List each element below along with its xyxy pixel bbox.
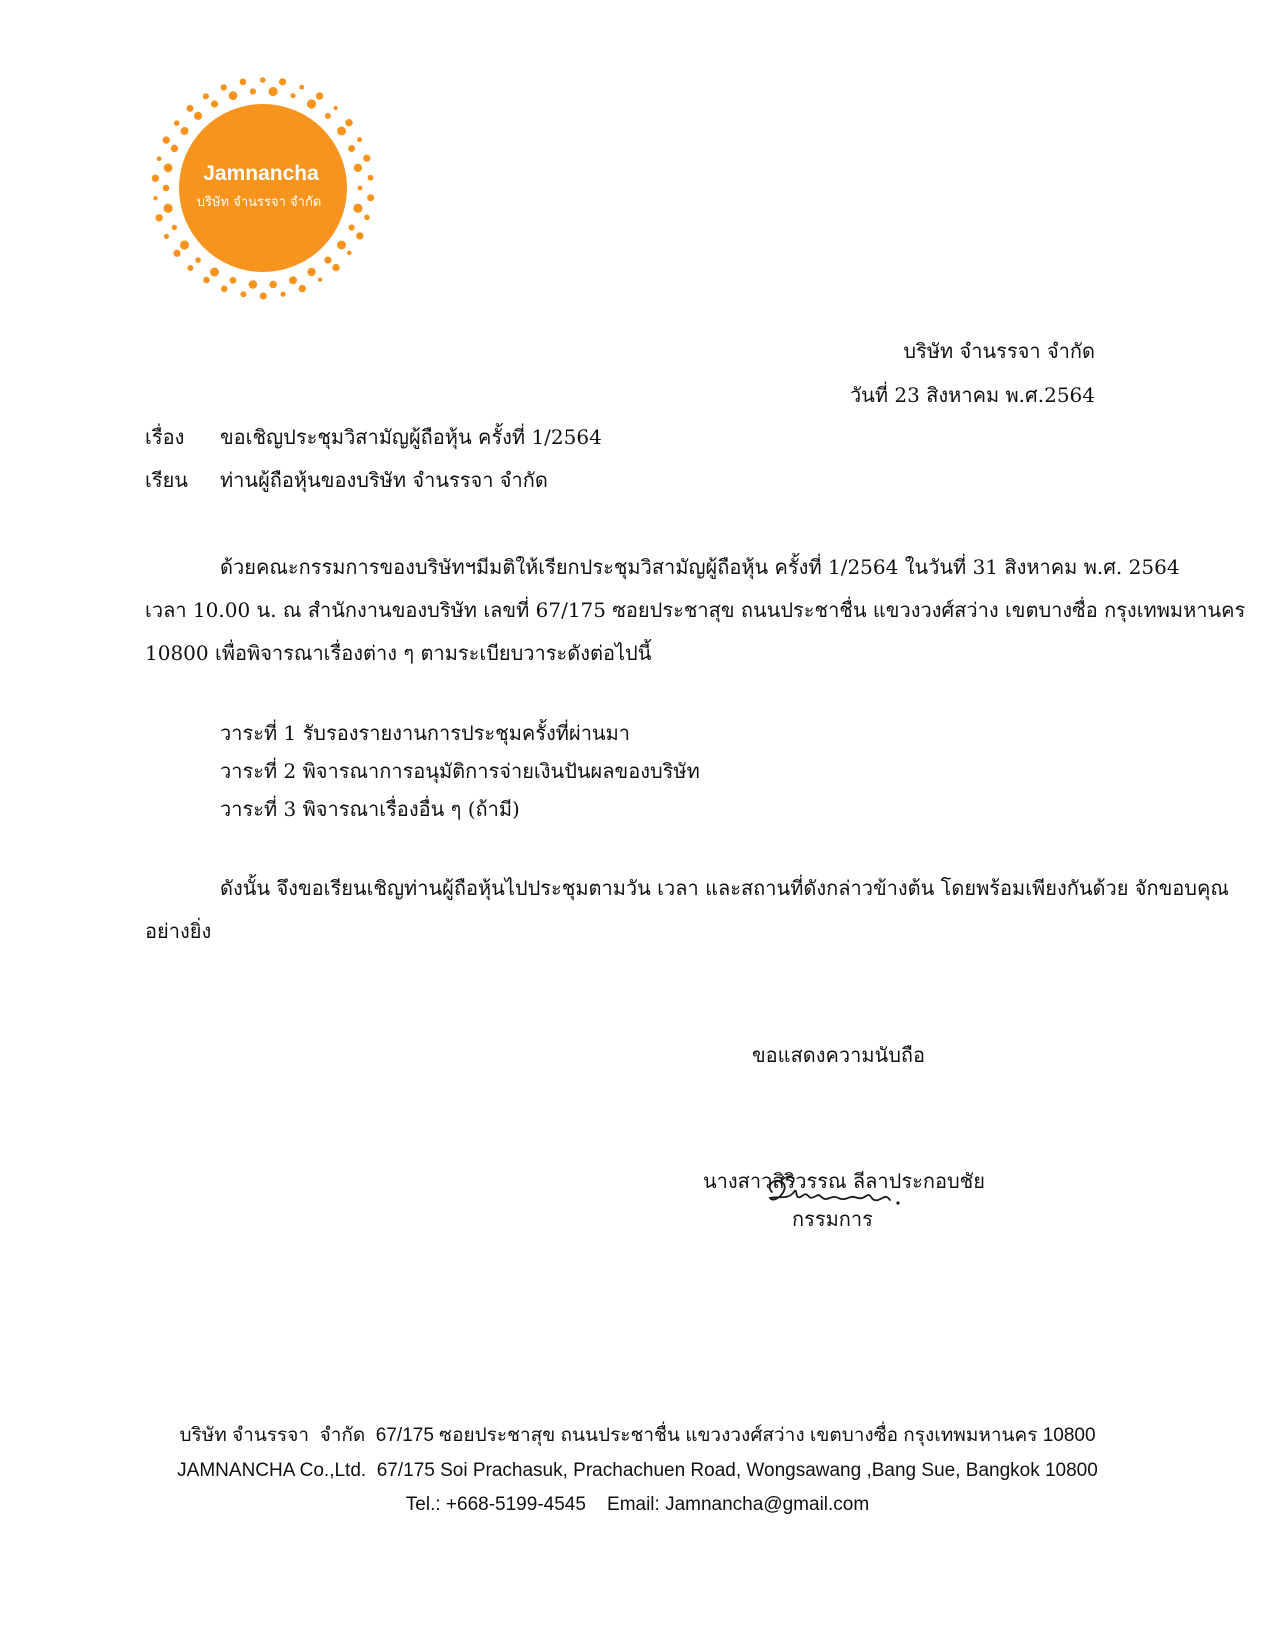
body-para2-line1: ดังนั้น จึงขอเรียนเชิญท่านผู้ถือหุ้นไปประชุมตามวัน เวลา และสถานที่ดังกล่าวข้างต้น โดยพร้อมเพียงกันด้วย จักขอบคุณ [220,876,1229,900]
logo-name: Jamnancha [203,162,319,185]
logo-dot [363,155,370,162]
logo-dot [357,137,362,142]
logo-dot [290,93,295,98]
logo-dot [229,91,238,100]
agenda-item-3: วาระที่ 3 พิจารณาเรื่องอื่น ๆ (ถ้ามี) [220,797,520,821]
company-logo [145,70,385,310]
logo-dot [279,78,286,85]
recipient-label: เรียน [145,468,188,492]
logo-dot [358,186,363,191]
logo-dot [289,276,297,284]
logo-dot [181,127,189,135]
logo-dot [163,185,170,192]
logo-subtitle: บริษัท จำนรรจา จำกัด [196,195,322,210]
logo-dot [316,92,323,99]
logo-dot [307,99,316,108]
logo-dot [164,163,173,172]
logo-dot [171,145,178,152]
logo-dot [152,175,159,182]
logo-dot [174,120,180,126]
logo-dot [194,112,202,120]
logo-dot [250,88,256,94]
logo-dot [221,286,228,293]
logo-dot [260,77,266,83]
logo-disc [179,104,347,272]
logo-dot [368,175,374,181]
logo-dot [163,136,170,143]
logo-dot [157,156,162,161]
logo-dot [367,194,374,201]
logo-dot [153,196,157,200]
logo-dot [332,264,339,271]
closing-regards: ขอแสดงความนับถือ [752,1043,926,1067]
logo-dot [269,281,277,289]
body-para2-line2: อย่างยิ่ง [145,919,212,943]
logo-dot [240,79,247,86]
logo-dot [156,214,163,221]
signatory-position: กรรมการ [792,1207,873,1231]
logo-dot [299,285,306,292]
header-company: บริษัท จำนรรจา จำกัด [903,339,1095,363]
logo-dot [180,240,189,249]
logo-dot [240,291,246,297]
footer-address-thai: บริษัท จำนรรจา จำกัด 67/175 ซอยประชาสุข ถนนประชาชื่น แขวงวงศ์สว่าง เขตบางซื่อ กรุงเทพมหานคร 10800 [179,1425,1096,1446]
logo-dot [356,232,363,239]
logo-dot [337,241,346,250]
body-para1-line3: 10800 เพื่อพิจารณาเรื่องต่าง ๆ ตามระเบียบวาระดังต่อไปนี้ [145,641,652,665]
logo-dot [195,257,201,263]
body-para1-line2: เวลา 10.00 น. ณ สำนักงานของบริษัท เลขที่ 67/175 ซอยประชาสุข ถนนประชาชื่น แขวงวงศ์สว่าง เขตบางซื่อ กรุงเทพมหานคร [145,598,1246,622]
logo-dot [299,85,304,90]
footer-contact: Tel.: +668-5199-4545 Email: Jamnancha@gmail.com [405,1494,870,1515]
logo-dot [203,93,209,99]
agenda-item-1: วาระที่ 1 รับรองรายงานการประชุมครั้งที่ผ่านมา [220,721,631,745]
signatory-name: นางสาวสิริวรรณ ลีลาประกอบชัย [703,1169,985,1193]
logo-dot [348,145,355,152]
logo-dot [187,105,194,112]
logo-dot [349,224,355,230]
logo-dot [337,127,346,136]
logo-dot [210,268,219,277]
logo-dot [318,278,322,282]
subject-label: เรื่อง [145,425,185,449]
logo-dot [164,234,169,239]
logo-dot [325,113,331,119]
logo-dot [347,251,352,256]
logo-dot [172,225,177,230]
logo-dot [230,277,237,284]
logo-dot [211,100,218,107]
logo-dot [164,204,173,213]
logo-dot [281,292,286,297]
logo-dot [203,277,210,284]
logo-dot [354,164,362,172]
body-para1-line1: ด้วยคณะกรรมการของบริษัทฯมีมติให้เรียกประชุมวิสามัญผู้ถือหุ้น ครั้งที่ 1/2564 ในวันที่ 31 สิงหาคม พ.ศ. 2564 [220,555,1180,579]
logo-dot [353,204,362,213]
logo-dot [334,106,338,110]
logo-dot [221,84,227,90]
logo-dot [364,215,370,221]
agenda-item-2: วาระที่ 2 พิจารณาการอนุมัติการจ่ายเงินปันผลของบริษัท [220,759,700,783]
footer-address-english: JAMNANCHA Co.,Ltd. 67/175 Soi Prachasuk, Prachachuen Road, Wongsawang ,Bang Sue, Bangkok 10800 [177,1460,1098,1481]
logo-dot [324,257,331,264]
logo-dot [187,265,193,271]
subject-text: ขอเชิญประชุมวิสามัญผู้ถือหุ้น ครั้งที่ 1/2564 [220,425,602,449]
logo-dot [345,119,352,126]
recipient-text: ท่านผู้ถือหุ้นของบริษัท จำนรรจา จำกัด [220,468,548,492]
logo-dot [269,87,278,96]
logo-dot [307,268,315,276]
letter-date: วันที่ 23 สิงหาคม พ.ศ.2564 [849,383,1095,407]
logo-dot [260,292,267,299]
logo-dot [249,280,258,289]
logo-dot [173,250,180,257]
